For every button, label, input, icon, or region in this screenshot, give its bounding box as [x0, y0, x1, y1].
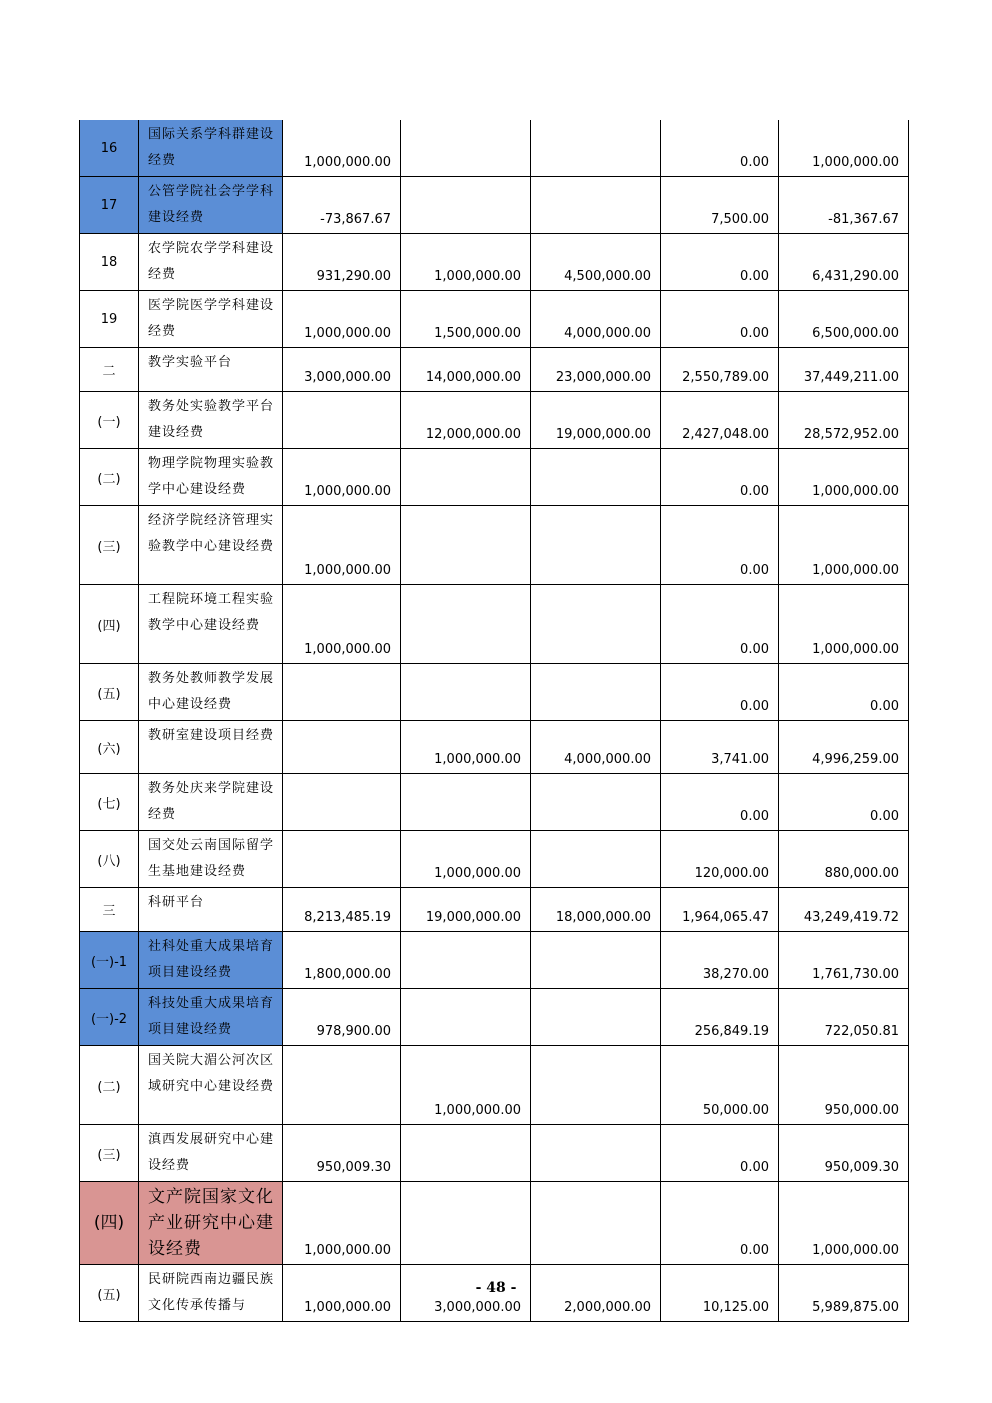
value-col-5: 1,000,000.00 [779, 449, 909, 506]
table-row [80, 989, 909, 1046]
value-col-5: 6,431,290.00 [779, 234, 909, 291]
value-col-1: 1,000,000.00 [283, 506, 401, 585]
value-col-1 [283, 831, 401, 888]
value-col-2 [401, 932, 531, 989]
budget-table-body [80, 120, 909, 1322]
value-col-3 [531, 774, 661, 831]
value-col-3 [531, 585, 661, 664]
value-col-2: 1,000,000.00 [401, 831, 531, 888]
row-index: 17 [80, 177, 139, 234]
value-col-4: 0.00 [661, 664, 779, 721]
value-col-2 [401, 664, 531, 721]
row-index: (三) [80, 1125, 139, 1182]
value-col-5: 28,572,952.00 [779, 392, 909, 449]
row-index: (七) [80, 774, 139, 831]
value-col-2 [401, 1182, 531, 1265]
value-col-1: -73,867.67 [283, 177, 401, 234]
value-col-4: 0.00 [661, 506, 779, 585]
row-index: (八) [80, 831, 139, 888]
value-col-3 [531, 177, 661, 234]
value-col-3: 4,000,000.00 [531, 291, 661, 348]
value-col-4: 0.00 [661, 1182, 779, 1265]
value-col-4: 50,000.00 [661, 1046, 779, 1125]
row-index: (五) [80, 1265, 139, 1322]
budget-table [79, 120, 909, 1322]
value-col-2: 1,500,000.00 [401, 291, 531, 348]
value-col-5: 722,050.81 [779, 989, 909, 1046]
table-row [80, 392, 909, 449]
value-col-4: 0.00 [661, 1125, 779, 1182]
value-col-5: 0.00 [779, 664, 909, 721]
value-col-2 [401, 177, 531, 234]
value-col-5: 6,500,000.00 [779, 291, 909, 348]
row-name: 教务处教师教学发展中心建设经费 [139, 664, 283, 721]
row-name: 科技处重大成果培育项目建设经费 [139, 989, 283, 1046]
table-row [80, 1125, 909, 1182]
row-index: 三 [80, 888, 139, 932]
value-col-5: 4,996,259.00 [779, 721, 909, 774]
table-row [80, 888, 909, 932]
row-name: 科研平台 [139, 888, 283, 932]
row-name: 国际关系学科群建设经费 [139, 120, 283, 177]
value-col-4: 38,270.00 [661, 932, 779, 989]
value-col-5: -81,367.67 [779, 177, 909, 234]
table-row [80, 831, 909, 888]
value-col-5: 1,000,000.00 [779, 1182, 909, 1265]
value-col-1: 1,000,000.00 [283, 1265, 401, 1322]
row-name: 工程院环境工程实验教学中心建设经费 [139, 585, 283, 664]
row-name: 医学院医学学科建设经费 [139, 291, 283, 348]
value-col-3 [531, 506, 661, 585]
value-col-1: 1,000,000.00 [283, 1182, 401, 1265]
value-col-2: 1,000,000.00 [401, 721, 531, 774]
value-col-1: 1,000,000.00 [283, 585, 401, 664]
value-col-3: 19,000,000.00 [531, 392, 661, 449]
value-col-5: 0.00 [779, 774, 909, 831]
row-index: 16 [80, 120, 139, 177]
value-col-4: 0.00 [661, 585, 779, 664]
value-col-3 [531, 449, 661, 506]
row-index: (一)-1 [80, 932, 139, 989]
value-col-4: 2,550,789.00 [661, 348, 779, 392]
value-col-2 [401, 585, 531, 664]
value-col-5: 880,000.00 [779, 831, 909, 888]
row-name: 教务处实验教学平台建设经费 [139, 392, 283, 449]
table-row [80, 177, 909, 234]
row-name: 教务处庆来学院建设经费 [139, 774, 283, 831]
value-col-2 [401, 449, 531, 506]
row-name: 农学院农学学科建设经费 [139, 234, 283, 291]
value-col-1: 1,000,000.00 [283, 120, 401, 177]
value-col-1: 1,800,000.00 [283, 932, 401, 989]
row-index: (一) [80, 392, 139, 449]
row-index: 二 [80, 348, 139, 392]
value-col-5: 1,761,730.00 [779, 932, 909, 989]
value-col-1 [283, 664, 401, 721]
table-row [80, 721, 909, 774]
row-index: 18 [80, 234, 139, 291]
value-col-4: 1,964,065.47 [661, 888, 779, 932]
value-col-2: 14,000,000.00 [401, 348, 531, 392]
row-index: (四) [80, 1182, 139, 1265]
value-col-5: 37,449,211.00 [779, 348, 909, 392]
value-col-2 [401, 506, 531, 585]
table-row [80, 449, 909, 506]
value-col-1 [283, 774, 401, 831]
table-row [80, 774, 909, 831]
value-col-3: 18,000,000.00 [531, 888, 661, 932]
row-index: (二) [80, 1046, 139, 1125]
row-index: 19 [80, 291, 139, 348]
value-col-2: 3,000,000.00 [401, 1265, 531, 1322]
row-name: 民研院西南边疆民族文化传承传播与 [139, 1265, 283, 1322]
value-col-5: 43,249,419.72 [779, 888, 909, 932]
value-col-4: 256,849.19 [661, 989, 779, 1046]
row-index: (六) [80, 721, 139, 774]
value-col-2 [401, 989, 531, 1046]
table-row [80, 1182, 909, 1265]
value-col-4: 10,125.00 [661, 1265, 779, 1322]
value-col-1: 8,213,485.19 [283, 888, 401, 932]
value-col-3: 23,000,000.00 [531, 348, 661, 392]
value-col-3 [531, 1046, 661, 1125]
value-col-3 [531, 120, 661, 177]
table-row [80, 1046, 909, 1125]
value-col-1 [283, 1046, 401, 1125]
table-row [80, 234, 909, 291]
value-col-5: 950,000.00 [779, 1046, 909, 1125]
value-col-2 [401, 1125, 531, 1182]
table-row [80, 120, 909, 177]
value-col-3 [531, 831, 661, 888]
value-col-1: 1,000,000.00 [283, 291, 401, 348]
value-col-4: 0.00 [661, 234, 779, 291]
value-col-4: 7,500.00 [661, 177, 779, 234]
value-col-3: 4,500,000.00 [531, 234, 661, 291]
value-col-2: 19,000,000.00 [401, 888, 531, 932]
value-col-3 [531, 1182, 661, 1265]
row-name: 滇西发展研究中心建设经费 [139, 1125, 283, 1182]
value-col-2 [401, 120, 531, 177]
row-index: (三) [80, 506, 139, 585]
row-name: 文产院国家文化产业研究中心建设经费 [139, 1182, 283, 1265]
row-name: 国交处云南国际留学生基地建设经费 [139, 831, 283, 888]
table-row [80, 506, 909, 585]
value-col-3: 2,000,000.00 [531, 1265, 661, 1322]
value-col-4: 0.00 [661, 449, 779, 506]
row-name: 国关院大湄公河次区域研究中心建设经费 [139, 1046, 283, 1125]
table-row [80, 291, 909, 348]
row-name: 物理学院物理实验教学中心建设经费 [139, 449, 283, 506]
value-col-4: 120,000.00 [661, 831, 779, 888]
row-index: (四) [80, 585, 139, 664]
value-col-4: 0.00 [661, 120, 779, 177]
value-col-1 [283, 392, 401, 449]
value-col-5: 1,000,000.00 [779, 506, 909, 585]
value-col-4: 3,741.00 [661, 721, 779, 774]
table-row [80, 585, 909, 664]
table-row [80, 664, 909, 721]
value-col-4: 0.00 [661, 774, 779, 831]
value-col-2: 12,000,000.00 [401, 392, 531, 449]
value-col-5: 950,009.30 [779, 1125, 909, 1182]
page-number: - 48 - [475, 1280, 517, 1296]
row-name: 公管学院社会学学科建设经费 [139, 177, 283, 234]
value-col-4: 2,427,048.00 [661, 392, 779, 449]
row-index: (五) [80, 664, 139, 721]
row-name: 社科处重大成果培育项目建设经费 [139, 932, 283, 989]
value-col-2: 1,000,000.00 [401, 234, 531, 291]
table-row [80, 348, 909, 392]
value-col-1: 1,000,000.00 [283, 449, 401, 506]
row-name: 经济学院经济管理实验教学中心建设经费 [139, 506, 283, 585]
row-name: 教学实验平台 [139, 348, 283, 392]
value-col-3 [531, 664, 661, 721]
value-col-2: 1,000,000.00 [401, 1046, 531, 1125]
value-col-5: 5,989,875.00 [779, 1265, 909, 1322]
row-name: 教研室建设项目经费 [139, 721, 283, 774]
value-col-3 [531, 932, 661, 989]
value-col-3 [531, 1125, 661, 1182]
value-col-2 [401, 774, 531, 831]
value-col-1: 978,900.00 [283, 989, 401, 1046]
row-index: (二) [80, 449, 139, 506]
value-col-1: 950,009.30 [283, 1125, 401, 1182]
value-col-5: 1,000,000.00 [779, 120, 909, 177]
value-col-3 [531, 989, 661, 1046]
value-col-3: 4,000,000.00 [531, 721, 661, 774]
value-col-1: 931,290.00 [283, 234, 401, 291]
table-row [80, 932, 909, 989]
value-col-5: 1,000,000.00 [779, 585, 909, 664]
value-col-4: 0.00 [661, 291, 779, 348]
value-col-1 [283, 721, 401, 774]
row-index: (一)-2 [80, 989, 139, 1046]
value-col-1: 3,000,000.00 [283, 348, 401, 392]
